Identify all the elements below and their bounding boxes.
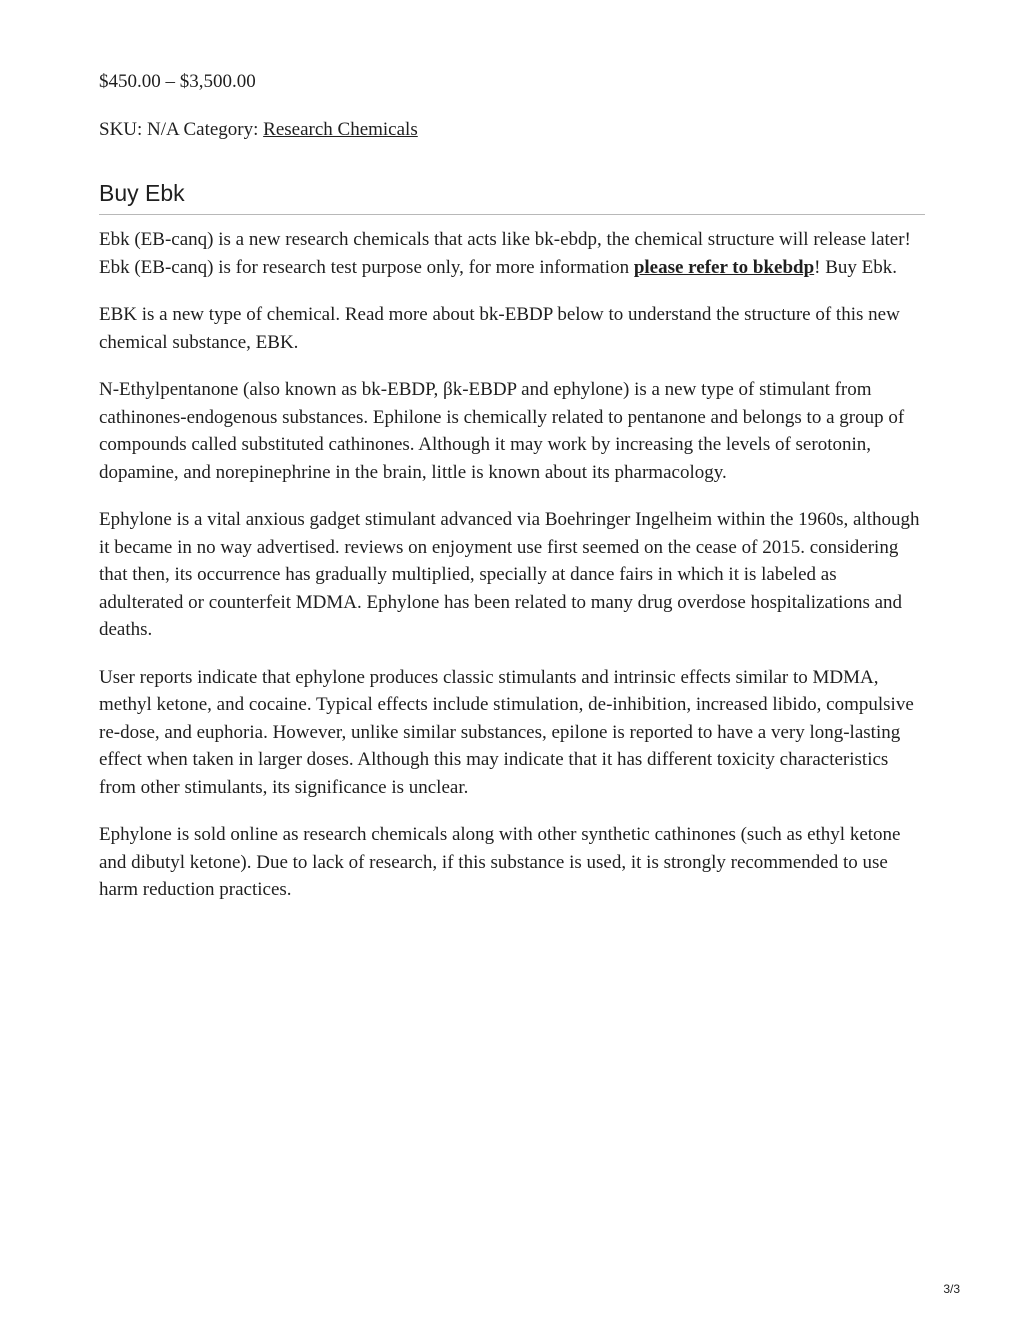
page-number: 3/3 (943, 1282, 960, 1296)
paragraph-history: Ephylone is a vital anxious gadget stimulant advanced via Boehringer Ingelheim within the 1960s, although it became in no way advertised. reviews on enjoyment use first seemed on the cease of 2015. considering that then, its occurrence has gradually multiplied, specially at dance fairs in which it is labeled as adulterated or counterfeit MDMA. Ephylone has been related to many drug overdose hospitalizations and deaths. (99, 509, 920, 640)
category-link[interactable]: Research Chemicals (263, 119, 418, 140)
price-range: $450.00 – $3,500.00 (99, 71, 256, 92)
product-meta (99, 116, 925, 144)
bkebdp-link[interactable]: please refer to bkebdp (633, 256, 815, 278)
paragraph-intro (99, 226, 925, 281)
section-heading: Buy Ebk (99, 178, 925, 215)
sku-category-label: SKU: N/A Category: (99, 119, 264, 140)
paragraph-harm-reduction: Ephylone is sold online as research chemicals along with other synthetic cathinones (such as ethyl ketone and dibutyl ketone). Due to lack of research, if this substance is used, it is strongly recommended to use harm reduction practices. (99, 824, 901, 900)
paragraph-intro-text: Ebk (EB-canq) is a new research chemicals that acts like bk-ebdp, the chemical structure will release later! Ebk (EB-canq) is for research test purpose only, for more information (99, 229, 911, 278)
paragraph-intro-tail: ! Buy Ebk. (814, 256, 898, 278)
paragraph-n-ethylpentanone: N-Ethylpentanone (also known as bk-EBDP, βk-EBDP and ephylone) is a new type of stimulant from cathinones-endogenous substances. Ephilone is chemically related to pentanone and belongs to a group of compounds called substituted cathinones. Although it may work by increasing the levels of serotonin, dopamine, and norepinephrine in the brain, little is known about its pharmacology. (99, 379, 905, 483)
page-content (99, 68, 925, 924)
description-body (99, 226, 925, 904)
paragraph-ebk: EBK is a new type of chemical. Read more about bk-EBDP below to understand the structure of this new chemical substance, EBK. (99, 304, 900, 353)
paragraph-effects: User reports indicate that ephylone produces classic stimulants and intrinsic effects similar to MDMA, methyl ketone, and cocaine. Typical effects include stimulation, de-inhibition, increased libido, compulsive re-dose, and euphoria. However, unlike similar substances, epilone is reported to have a very long-lasting effect when taken in larger doses. Although this may indicate that it has different toxicity characteristics from other stimulants, its significance is unclear. (99, 666, 914, 798)
